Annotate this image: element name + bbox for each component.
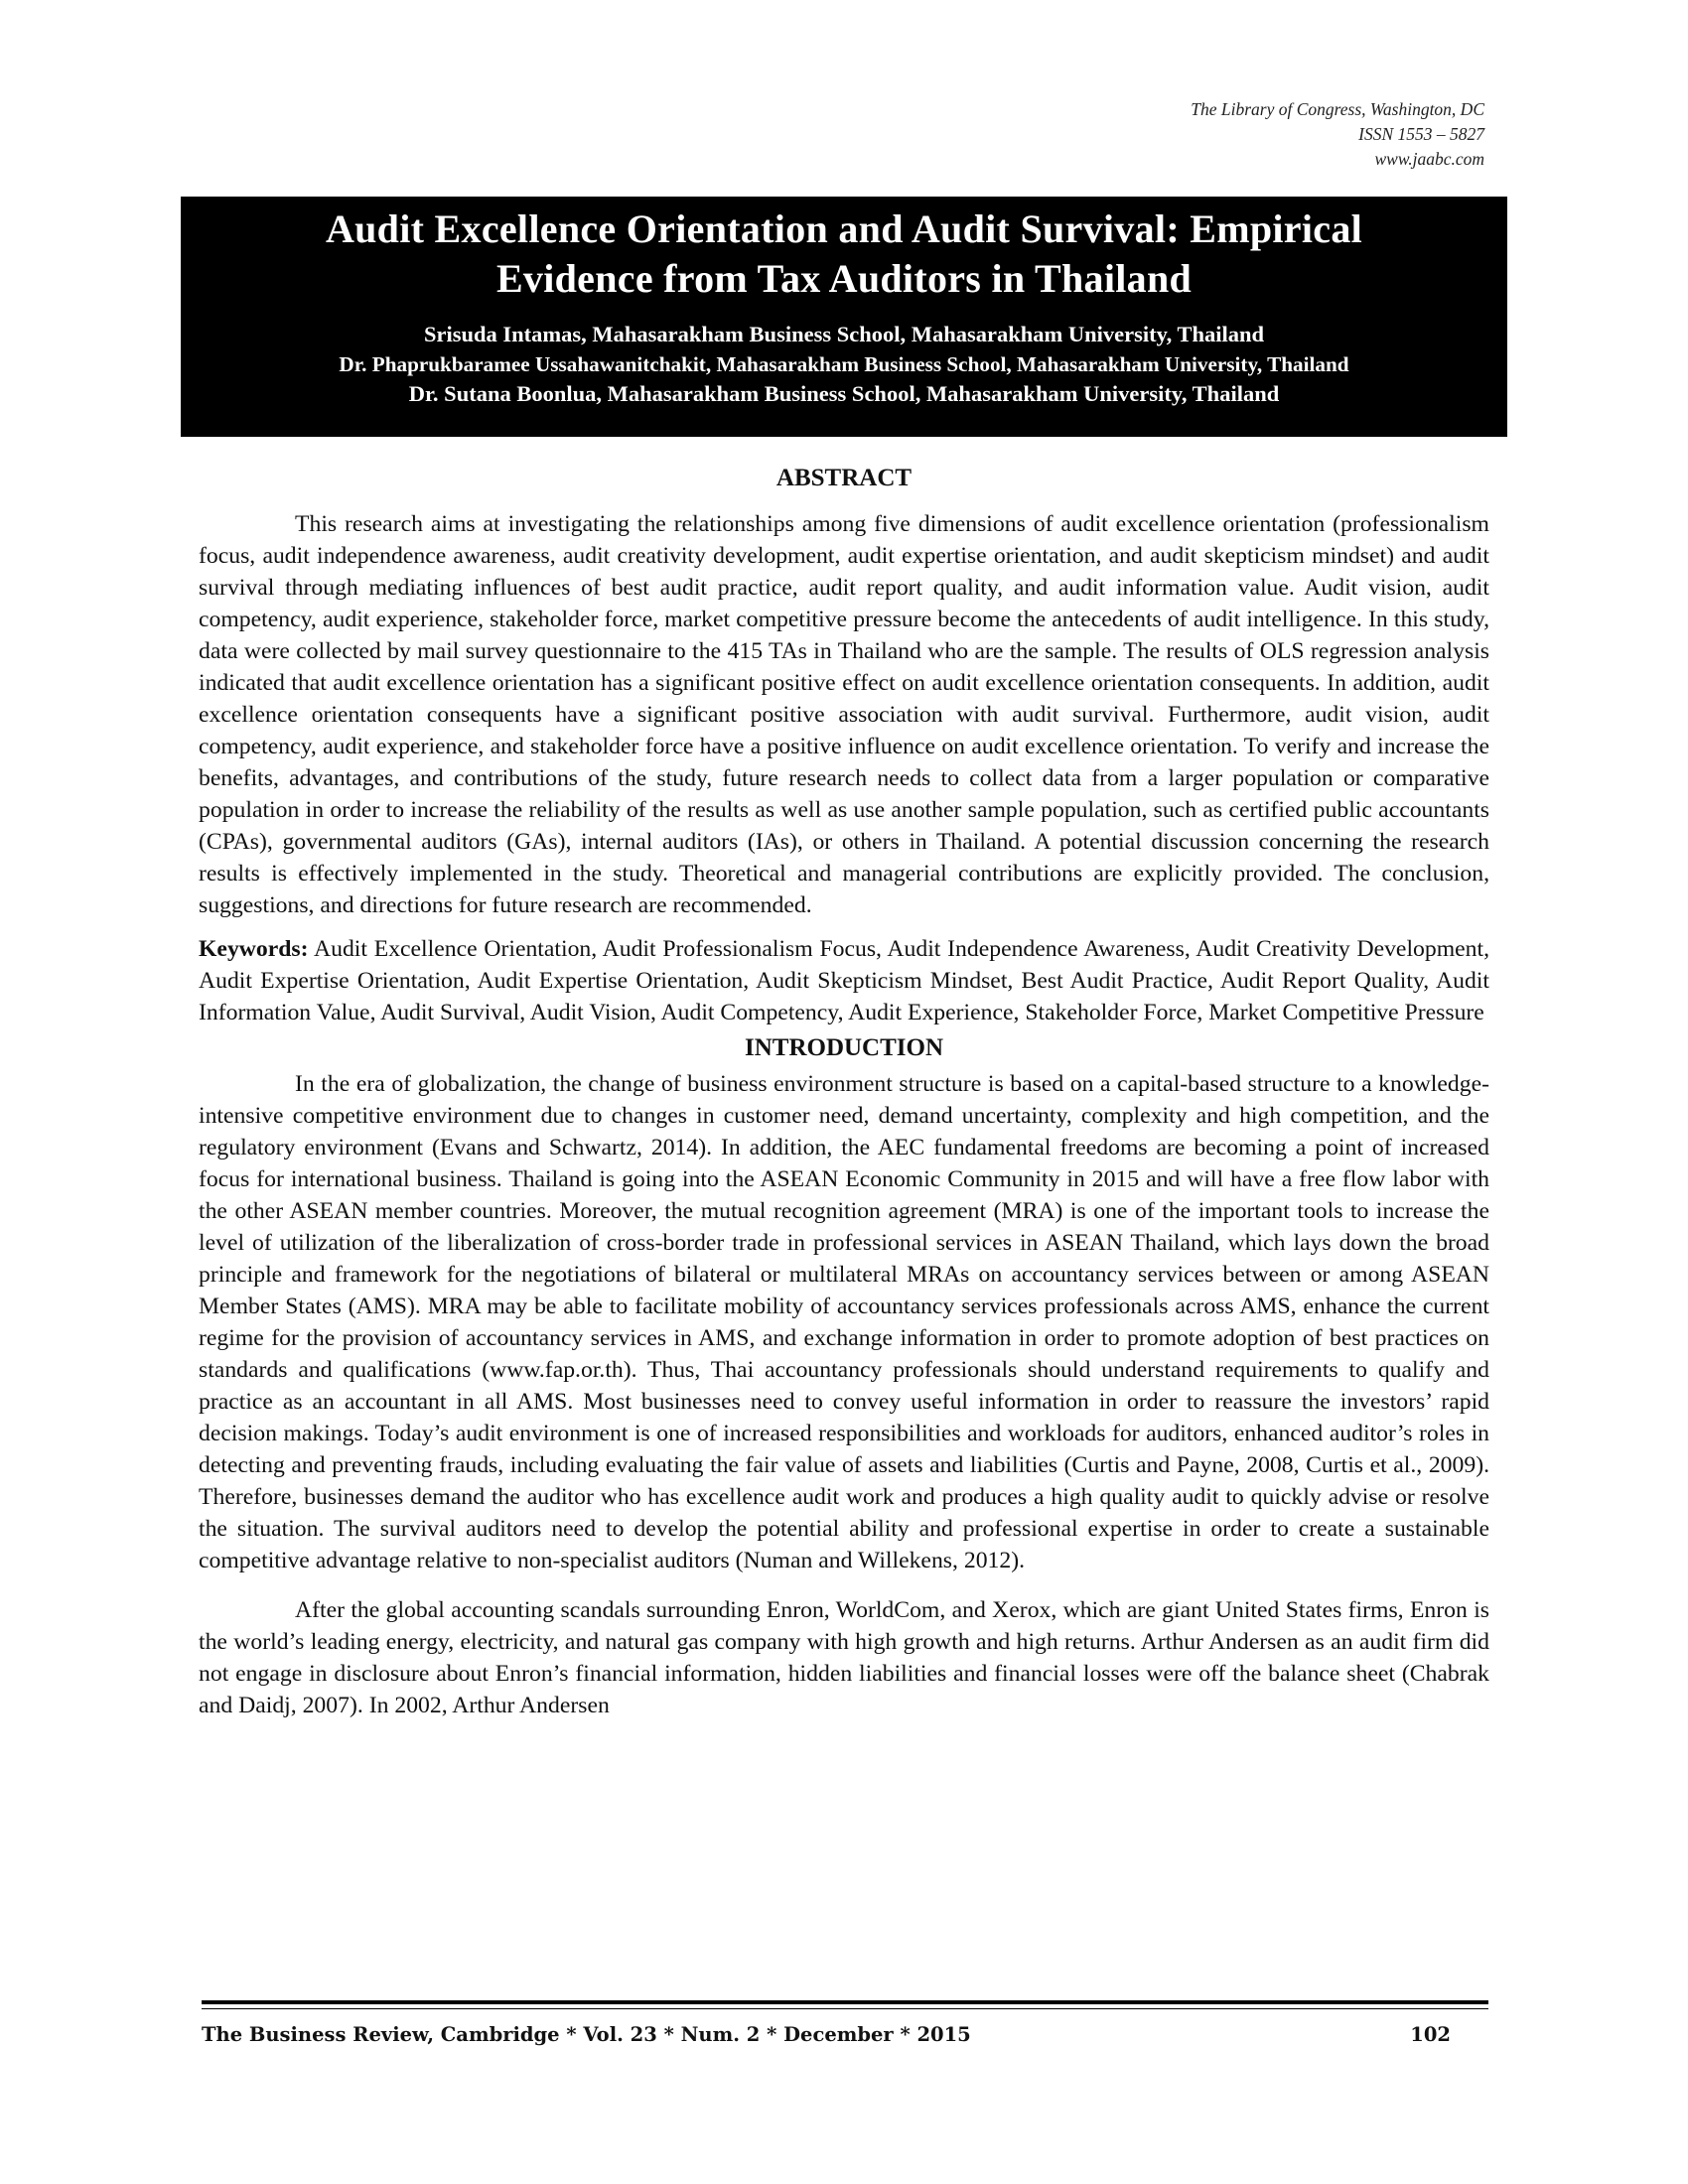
introduction-paragraph-2: After the global accounting scandals surrounding Enron, WorldCom, and Xerox, which are giant United States firms, Enron is the world’s leading energy, electricity, and natural gas company with high growth and high returns. Arthur Andersen as an audit firm did not engage in disclosure about Enron’s financial information, hidden liabilities and financial losses were off the balance sheet (Chabrak and Daidj, 2007). In 2002, Arthur Andersen: [199, 1597, 1489, 1718]
paper-title-line1: Audit Excellence Orientation and Audit Survival: Empirical: [325, 206, 1363, 251]
paper-title: [181, 197, 1507, 304]
masthead-website: www.jaabc.com: [1374, 149, 1484, 169]
introduction-paragraph-1: In the era of globalization, the change of business environment structure is based on a capital-based structure to a knowledge-intensive competitive environment due to changes in customer need, demand uncertainty, complexity and high competition, and the regulatory environment (Evans and Schwartz, 2014). In addition, the AEC fundamental freedoms are becoming a point of increased focus for international business. Thailand is going into the ASEAN Economic Community in 2015 and will have a free flow labor with the other ASEAN member countries. Moreover, the mutual recognition agreement (MRA) is one of the important tools to increase the level of utilization of the liberalization of cross-border trade in professional services in ASEAN Thailand, which lays down the broad principle and framework for the negotiations of bilateral or multilateral MRAs on accountancy services between or among ASEAN Member States (AMS). MRA may be able to facilitate mobility of accountancy services professionals across AMS, enhance the current regime for the provision of accountancy services in AMS, and exchange information in order to promote adoption of best practices on standards and qualifications (www.fap.or.th). Thus, Thai accountancy professionals should understand requirements to qualify and practice as an accountant in all AMS. Most businesses need to convey useful information in order to reassure the investors’ rapid decision makings. Today’s audit environment is one of increased responsibilities and workloads for auditors, enhanced auditor’s roles in detecting and preventing frauds, including evaluating the fair value of assets and liabilities (Curtis and Payne, 2008, Curtis et al., 2009). Therefore, businesses demand the auditor who has excellence audit work and produces a high quality audit to quickly advise or resolve the situation. The survival auditors need to develop the potential ability and professional expertise in order to create a sustainable competitive advantage relative to non-specialist auditors (Numan and Willekens, 2012).: [199, 1071, 1489, 1573]
title-banner: [181, 197, 1507, 437]
keywords-block: [199, 933, 1489, 1028]
keywords-label: Keywords:: [199, 936, 309, 962]
footer-citation: The Business Review, Cambridge * Vol. 23 * Num. 2 * December * 2015: [202, 2023, 971, 2046]
abstract-heading: ABSTRACT: [775, 465, 913, 491]
masthead-issn: ISSN 1553 – 5827: [1358, 124, 1484, 144]
journal-masthead: [1191, 97, 1484, 172]
author-2: Dr. Phaprukbaramee Ussahawanitchakit, Mahasarakham Business School, Mahasarakham University, Thailand: [339, 352, 1349, 376]
paper-body: [199, 459, 1489, 1721]
author-3: Dr. Sutana Boonlua, Mahasarakham Business School, Mahasarakham University, Thailand: [408, 381, 1280, 406]
abstract-text: This research aims at investigating the relationships among five dimensions of audit excellence orientation (professionalism focus, audit independence awareness, audit creativity development, audit expertise orientation, and audit skepticism mindset) and audit survival through mediating influences of best audit practice, audit report quality, and audit information value. Audit vision, audit competency, audit experience, stakeholder force, market competitive pressure become the antecedents of audit intelligence. In this study, data were collected by mail survey questionnaire to the 415 TAs in Thailand who are the sample. The results of OLS regression analysis indicated that audit excellence orientation has a significant positive effect on audit excellence orientation consequents. In addition, audit excellence orientation consequents have a significant positive association with audit survival. Furthermore, audit vision, audit competency, audit experience, and stakeholder force have a positive influence on audit excellence orientation. To verify and increase the benefits, advantages, and contributions of the study, future research needs to collect data from a larger population or comparative population in order to increase the reliability of the results as well as use another sample population, such as certified public accountants (CPAs), governmental auditors (GAs), internal auditors (IAs), or others in Thailand. A potential discussion concerning the research results is effectively implemented in the study. Theoretical and managerial contributions are explicitly provided. The conclusion, suggestions, and directions for future research are recommended.: [199, 511, 1489, 918]
footer-rule-thin: [202, 2008, 1488, 2009]
masthead-library: The Library of Congress, Washington, DC: [1191, 99, 1484, 119]
author-1: Srisuda Intamas, Mahasarakham Business School, Mahasarakham University, Thailand: [423, 322, 1264, 346]
footer-rule-thick: [202, 2000, 1488, 2004]
keywords-text: Audit Excellence Orientation, Audit Professionalism Focus, Audit Independence Awareness, Audit Creativity Development, Audit Expertise Orientation, Audit Expertise Orientation, Audit Skepticism Mindset, Best Audit Practice, Audit Report Quality, Audit Information Value, Audit Survival, Audit Vision, Audit Competency, Audit Experience, Stakeholder Force, Market Competitive Pressure: [199, 936, 1489, 1025]
introduction-heading: INTRODUCTION: [744, 1034, 944, 1061]
paper-title-line2: Evidence from Tax Auditors in Thailand: [495, 256, 1193, 301]
page-footer: [202, 2015, 1488, 2055]
author-list: [181, 320, 1507, 409]
page-number: 102: [1410, 2023, 1451, 2046]
